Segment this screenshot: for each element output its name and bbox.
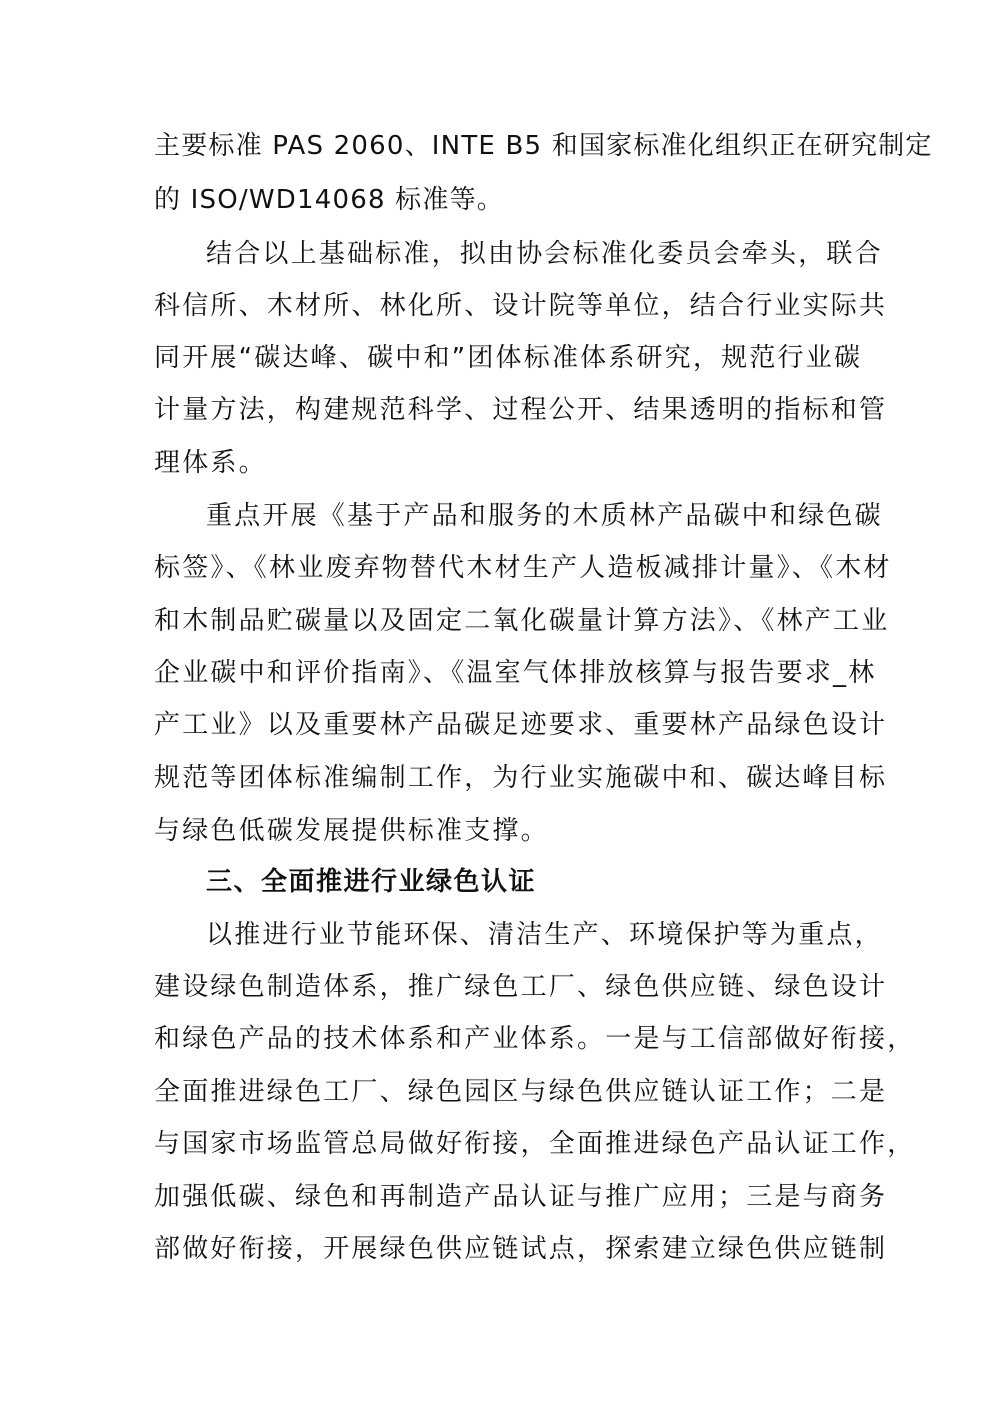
text-line: 主要标准 PAS 2060、INTE B5 和国家标准化组织正在研究制定 — [154, 131, 933, 161]
text-line: 理体系。 — [154, 448, 267, 478]
text-line: 和绿色产品的技术体系和产业体系。一是与工信部做好衔接， — [154, 1024, 916, 1054]
text-line: 标签》、《林业废弃物替代木材生产人造板减排计量》、《木材 — [154, 553, 892, 583]
text-line: 的 ISO/WD14068 标准等。 — [154, 185, 504, 215]
paragraph-start-line: 结合以上基础标准，拟由协会标准化委员会牵头，联合 — [206, 239, 883, 269]
text-line: 同开展“碳达峰、碳中和”团体标准体系研究，规范行业碳 — [154, 343, 863, 373]
text-line: 与绿色低碳发展提供标准支撑。 — [154, 816, 549, 846]
text-line: 部做好衔接，开展绿色供应链试点，探索建立绿色供应链制 — [154, 1234, 888, 1264]
text-line: 和木制品贮碳量以及固定二氧化碳量计算方法》、《林产工业 — [154, 606, 890, 636]
text-line: 企业碳中和评价指南》、《温室气体排放核算与报告要求_林 — [154, 658, 877, 688]
text-line: 产工业》以及重要林产品碳足迹要求、重要林产品绿色设计 — [154, 710, 888, 740]
text-line: 规范等团体标准编制工作，为行业实施碳中和、碳达峰目标 — [154, 763, 888, 793]
text-line: 计量方法，构建规范科学、过程公开、结果透明的指标和管 — [154, 395, 888, 425]
paragraph-start-line: 重点开展《基于产品和服务的木质林产品碳中和绿色碳 — [206, 501, 883, 531]
section-heading: 三、全面推进行业绿色认证 — [206, 867, 537, 897]
text-line: 全面推进绿色工厂、绿色园区与绿色供应链认证工作；二是 — [154, 1077, 888, 1107]
text-line: 与国家市场监管总局做好衔接，全面推进绿色产品认证工作， — [154, 1129, 916, 1159]
text-line: 建设绿色制造体系，推广绿色工厂、绿色供应链、绿色设计 — [154, 972, 888, 1002]
text-line: 科信所、木材所、林化所、设计院等单位，结合行业实际共 — [154, 291, 888, 321]
text-line: 加强低碳、绿色和再制造产品认证与推广应用；三是与商务 — [154, 1182, 888, 1212]
paragraph-start-line: 以推进行业节能环保、清洁生产、环境保护等为重点， — [206, 920, 883, 950]
